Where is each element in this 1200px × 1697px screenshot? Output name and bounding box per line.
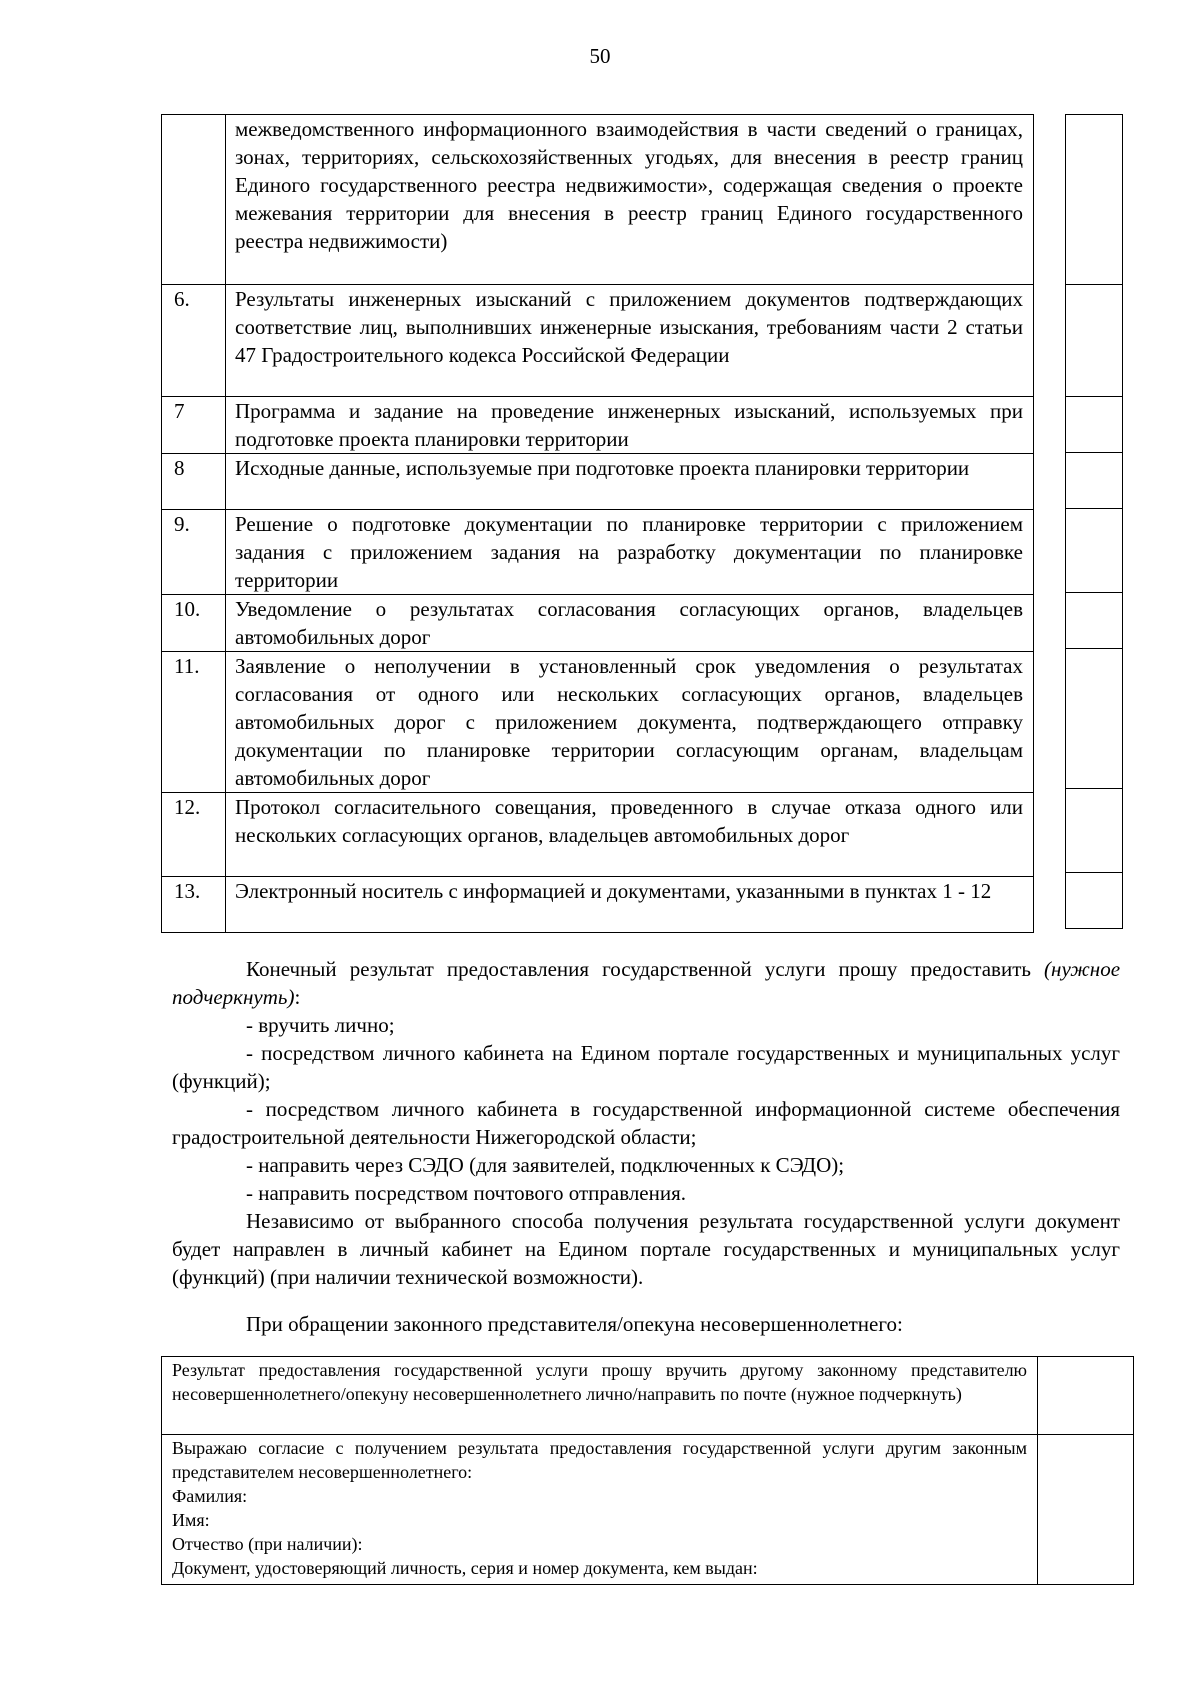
row-text: Программа и задание на проведение инженерных изысканий, используемых при подготовке проекта планировки территории xyxy=(226,397,1034,454)
row-number: 11. xyxy=(162,652,226,793)
table-row xyxy=(162,285,1034,397)
option-post: - направить посредством почтового отправления. xyxy=(246,1181,687,1205)
representative-delivery-text: Результат предоставления государственной услуги прошу вручить другому законному представителю несовершеннолетнего/опекуну несовершеннолетнего лично/направить по почте (нужное подчеркнуть) xyxy=(162,1357,1038,1435)
representative-table xyxy=(161,1356,1134,1585)
checkbox-cell[interactable] xyxy=(1066,789,1123,873)
row-number: 9. xyxy=(162,510,226,595)
row-text: Результаты инженерных изысканий с приложением документов подтверждающих соответствие лиц, выполнивших инженерные изыскания, требованиям части 2 статьи 47 Градостроительного кодекса Российской Федерации xyxy=(226,285,1034,397)
row-number: 8 xyxy=(162,454,226,510)
checkbox-cell[interactable] xyxy=(1038,1357,1134,1435)
identity-document-label: Документ, удостоверяющий личность, серия и номер документа, кем выдан: xyxy=(172,1558,758,1578)
representative-heading: При обращении законного представителя/опекуна несовершеннолетнего: xyxy=(246,1312,903,1336)
patronymic-label: Отчество (при наличии): xyxy=(172,1534,363,1554)
table-row xyxy=(162,115,1034,285)
row-number: 10. xyxy=(162,595,226,652)
option-gosuslugi: - посредством личного кабинета на Едином портале государственных и муниципальных услуг (функций); xyxy=(172,1041,1120,1093)
table-row xyxy=(162,397,1034,454)
row-text: Решение о подготовке документации по планировке территории с приложением задания с приложением задания на разработку документации по планировке территории xyxy=(226,510,1034,595)
option-isogd: - посредством личного кабинета в государственной информационной системе обеспечения градостроительной деятельности Нижегородской области; xyxy=(172,1097,1120,1149)
table-row xyxy=(162,1357,1134,1435)
table-row xyxy=(162,595,1034,652)
row-number xyxy=(162,115,226,285)
name-label: Имя: xyxy=(172,1510,210,1530)
table-row xyxy=(162,652,1034,793)
checkbox-cell[interactable] xyxy=(1066,285,1123,397)
result-intro: Конечный результат предоставления государственной услуги прошу предоставить (нужное подчеркнуть): xyxy=(172,957,1121,1009)
documents-table xyxy=(161,114,1034,933)
checkbox-cell[interactable] xyxy=(1066,873,1123,929)
row-number: 6. xyxy=(162,285,226,397)
checkbox-cell[interactable] xyxy=(1066,509,1123,593)
surname-label: Фамилия: xyxy=(172,1486,248,1506)
row-text: Уведомление о результатах согласования согласующих органов, владельцев автомобильных дорог xyxy=(226,595,1034,652)
option-in-person: - вручить лично; xyxy=(246,1013,395,1037)
row-text: Исходные данные, используемые при подготовке проекта планировки территории xyxy=(226,454,1034,510)
result-note: Независимо от выбранного способа получения результата государственной услуги документ будет направлен в личный кабинет на Едином портале государственных и муниципальных услуг (функций) (при наличии технической возможности). xyxy=(172,1209,1120,1289)
row-text: Протокол согласительного совещания, проведенного в случае отказа одного или нескольких согласующих органов, владельцев автомобильных дорог xyxy=(226,793,1034,877)
table-row xyxy=(162,1435,1134,1585)
representative-consent-cell xyxy=(162,1435,1038,1585)
checkbox-column xyxy=(1065,114,1123,929)
table-row xyxy=(162,510,1034,595)
page-number: 50 xyxy=(589,44,611,68)
checkbox-cell[interactable] xyxy=(1038,1435,1134,1585)
checkbox-cell[interactable] xyxy=(1066,115,1123,285)
underline-hint: (нужное подчеркнуть) xyxy=(172,957,1121,1009)
table-row xyxy=(162,877,1034,933)
row-text: межведомственного информационного взаимодействия в части сведений о границах, зонах, территориях, сельскохозяйственных угодьях, для внесения в реестр границ Единого государственного реестра недвижимости», содержащая сведения о проекте межевания территории для внесения в реестр границ Единого государственного реестра недвижимости) xyxy=(226,115,1034,285)
row-text: Заявление о неполучении в установленный срок уведомления о результатах согласования от одного или нескольких согласующих органов, владельцев автомобильных дорог с приложением документа, подтверждающего отправку документации по планировке территории согласующим органам, владельцам автомобильных дорог xyxy=(226,652,1034,793)
checkbox-cell[interactable] xyxy=(1066,397,1123,453)
consent-text: Выражаю согласие с получением результата предоставления государственной услуги другим законным представителем несовершеннолетнего: xyxy=(172,1438,1027,1482)
table-row xyxy=(162,793,1034,877)
row-number: 7 xyxy=(162,397,226,454)
checkbox-cell[interactable] xyxy=(1066,593,1123,649)
row-number: 13. xyxy=(162,877,226,933)
row-text: Электронный носитель с информацией и документами, указанными в пунктах 1 - 12 xyxy=(226,877,1034,933)
table-row xyxy=(162,454,1034,510)
row-number: 12. xyxy=(162,793,226,877)
checkbox-cell[interactable] xyxy=(1066,649,1123,789)
option-sedo: - направить через СЭДО (для заявителей, подключенных к СЭДО); xyxy=(246,1153,845,1177)
checkbox-cell[interactable] xyxy=(1066,453,1123,509)
